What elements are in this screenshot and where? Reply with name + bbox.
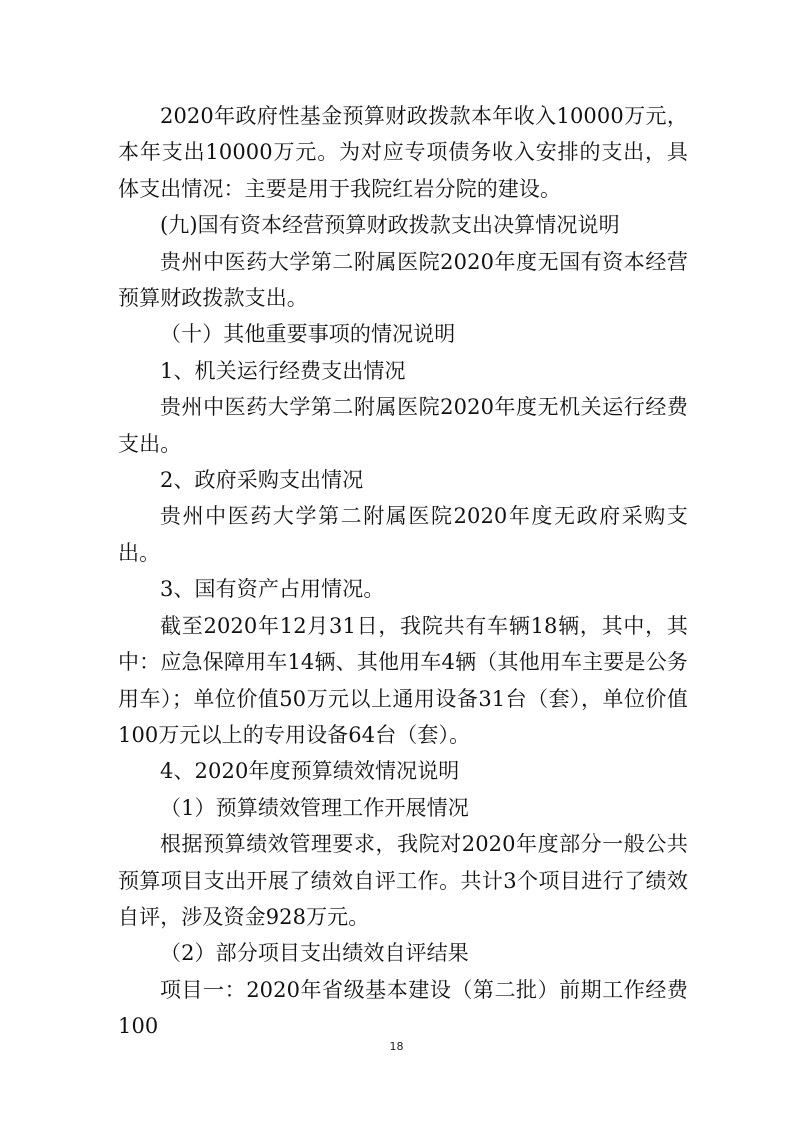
paragraph-performance-management: 根据预算绩效管理要求，我院对2020年度部分一般公共预算项目支出开展了绩效自评工作。共计3个项目进行了绩效自评，涉及资金928万元。: [118, 832, 688, 929]
heading-state-capital-budget: (九)国有资本经营预算财政拨款支出决算情况说明: [160, 213, 620, 238]
page-body: [118, 98, 688, 1045]
paragraph-fund-budget: 2020年政府性基金预算财政拨款本年收入10000万元，本年支出10000万元。为对应专项债务收入安排的支出，具体支出情况：主要是用于我院红岩分院的建设。: [118, 104, 688, 201]
paragraph-state-assets: 截至2020年12月31日，我院共有车辆18辆，其中，其中：应急保障用车14辆、其他用车4辆（其他用车主要是公务用车）；单位价值50万元以上通用设备31台（套），单位价值100万元以上的专用设备64台（套）。: [118, 613, 688, 747]
paragraph-project-one: 项目一：2020年省级基本建设（第二批）前期工作经费100: [118, 977, 688, 1039]
heading-operating-expense: 1、机关运行经费支出情况: [160, 358, 406, 383]
heading-performance-management: （1）预算绩效管理工作开展情况: [160, 795, 469, 820]
heading-other-matters: （十）其他重要事项的情况说明: [160, 322, 456, 347]
page-number: 18: [389, 1040, 404, 1053]
heading-self-evaluation-results: （2）部分项目支出绩效自评结果: [160, 941, 469, 966]
heading-procurement: 2、政府采购支出情况: [160, 468, 364, 493]
paragraph-operating-expense: 贵州中医药大学第二附属医院2020年度无机关运行经费支出。: [118, 395, 688, 456]
paragraph-procurement: 贵州中医药大学第二附属医院2020年度无政府采购支出。: [118, 504, 688, 565]
paragraph-state-capital-budget: 贵州中医药大学第二附属医院2020年度无国有资本经营预算财政拨款支出。: [118, 249, 688, 311]
heading-performance: 4、2020年度预算绩效情况说明: [160, 759, 460, 784]
heading-state-assets: 3、国有资产占用情况。: [160, 577, 385, 602]
